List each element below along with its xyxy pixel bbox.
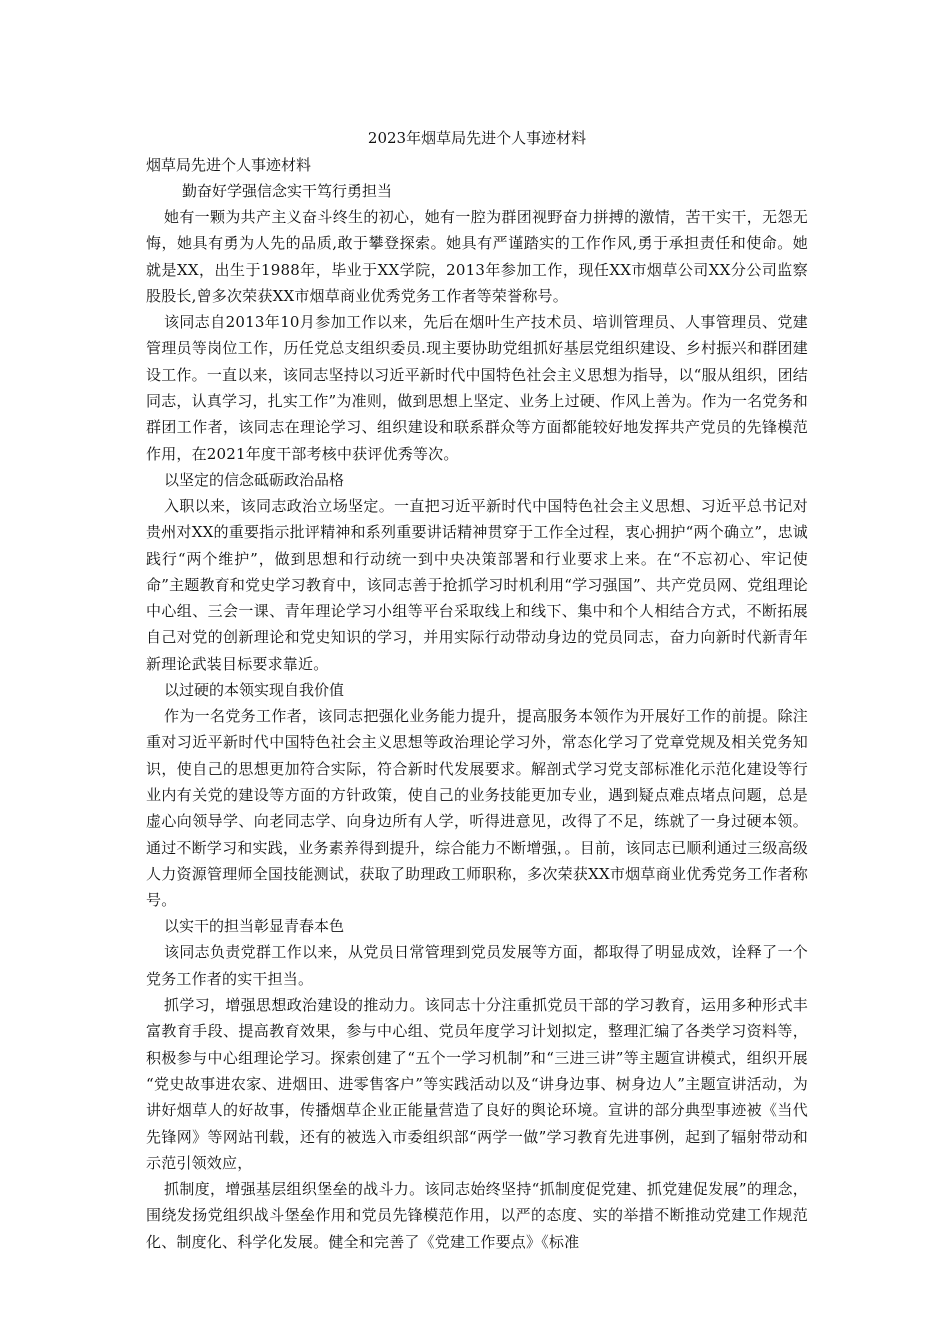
intro-paragraph-2: 该同志自2013年10月参加工作以来，先后在烟叶生产技术员、培训管理员、人事管理员、党建管理员等岗位工作，历任党总支组织委员.现主要协助党组抓好基层党组织建设、乡村振兴和群团建设工作。一直以来，该同志坚持以习近平新时代中国特色社会主义思想为指导，以“服从组织，团结同志，认真学习，扎实工作”为准则，做到思想上坚定、业务上过硬、作风上善为。作为一名党务和群团工作者，该同志在理论学习、组织建设和联系群众等方面都能较好地发挥共产党员的先锋模范作用，在2021年度干部考核中获评优秀等次。 bbox=[146, 313, 808, 463]
document-title: 2023年烟草局先进个人事迹材料 bbox=[367, 129, 587, 147]
section-3-paragraph-1: 该同志负责党群工作以来，从党员日常管理到党员发展等方面，都取得了明显成效，诠释了一个党务工作者的实干担当。 bbox=[146, 943, 808, 988]
document-body bbox=[146, 124, 808, 1255]
section-heading-1: 以坚定的信念砥砺政治品格 bbox=[164, 470, 345, 489]
document-motto: 勤奋好学强信念实干笃行勇担当 bbox=[182, 182, 393, 200]
section-3-paragraph-3: 抓制度，增强基层组织堡垒的战斗力。该同志始终坚持“抓制度促党建、抓党建促发展”的理念，围绕发扬党组织战斗堡垒作用和党员先锋模范作用，以严的态度、实的举措不断推动党建工作规范化、制度化、科学化发展。健全和完善了《党建工作要点》《标准 bbox=[146, 1180, 808, 1251]
section-heading-2: 以过硬的本领实现自我价值 bbox=[164, 681, 345, 700]
section-heading-3: 以实干的担当彰显青春本色 bbox=[164, 917, 345, 936]
section-2-paragraph: 作为一名党务工作者，该同志把强化业务能力提升，提高服务本领作为开展好工作的前提。除注重对习近平新时代中国特色社会主义思想等政治理论学习外，常态化学习了党章党规及相关党务知识，使自己的思想更加符合实际，符合新时代发展要求。解剖式学习党支部标准化示范化建设等行业内有关党的建设等方面的方针政策，使自己的业务技能更加专业，遇到疑点难点堵点问题，总是虚心向领导学、向老同志学、向身边所有人学，听得进意见，改得了不足，练就了一身过硬本领。通过不断学习和实践，业务素养得到提升，综合能力不断增强，。目前，该同志已顺利通过三级高级人力资源管理师全国技能测试，获取了助理政工师职称，多次荣获XX市烟草商业优秀党务工作者称号。 bbox=[146, 707, 808, 910]
document-subtitle: 烟草局先进个人事迹材料 bbox=[146, 156, 312, 174]
intro-paragraph-1: 她有一颗为共产主义奋斗终生的初心，她有一腔为群团视野奋力拼搏的激情，苦干实干，无怨无悔，她具有勇为人先的品质,敢于攀登探索。她具有严谨踏实的工作作风,勇于承担责任和使命。她就是XX，出生于1988年，毕业于XX学院，2013年参加工作，现任XX市烟草公司XX分公司监察股股长,曾多次荣获XX市烟草商业优秀党务工作者等荣誉称号。 bbox=[146, 208, 808, 305]
section-3-paragraph-2: 抓学习，增强思想政治建设的推动力。该同志十分注重抓党员干部的学习教育，运用多种形式丰富教育手段、提高教育效果，参与中心组、党员年度学习计划拟定，整理汇编了各类学习资料等，积极参与中心组理论学习。探索创建了“五个一学习机制”和“三进三讲”等主题宣讲模式，组织开展 “党史故事进农家、进烟田、进零售客户”等实践活动以及“讲身边事、树身边人”主题宣讲活动，为讲好烟草人的好故事，传播烟草企业正能量营造了良好的舆论环境。宣讲的部分典型事迹被《当代先锋网》等网站刊载，还有的被选入市委组织部“两学一做”学习教育先进事例，起到了辐射带动和示范引领效应， bbox=[146, 996, 808, 1172]
section-1-paragraph: 入职以来，该同志政治立场坚定。一直把习近平新时代中国特色社会主义思想、习近平总书记对贵州对XX的重要指示批评精神和系列重要讲话精神贯穿于工作全过程，衷心拥护“两个确立”，忠诚践行“两个维护”，做到思想和行动统一到中央决策部署和行业要求上来。在“不忘初心、牢记使命”主题教育和党史学习教育中，该同志善于抢抓学习时机利用“学习强国”、共产党员网、党组理论中心组、三会一课、青年理论学习小组等平台采取线上和线下、集中和个人相结合方式，不断拓展自己对党的创新理论和党史知识的学习，并用实际行动带动身边的党员同志，奋力向新时代新青年新理论武装目标要求靠近。 bbox=[146, 496, 809, 673]
